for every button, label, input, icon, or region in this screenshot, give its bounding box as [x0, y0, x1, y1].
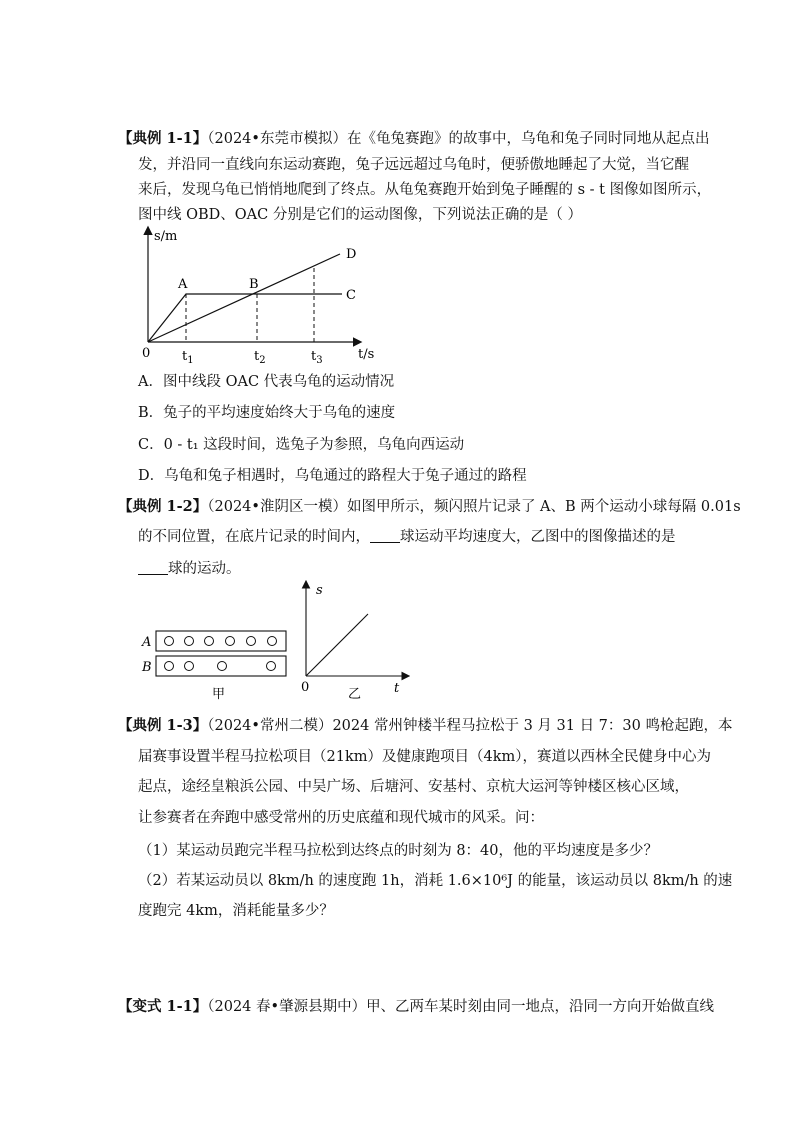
film-strip-a: [156, 631, 286, 651]
ball-a-pos: [165, 637, 174, 646]
point-c-label: C: [346, 288, 356, 303]
ex1-line3: 来后，发现乌龟已悄悄地爬到了终点。从龟兔赛跑开始到兔子睡醒的 s - t 图像如图所示，: [138, 182, 712, 198]
var1-line1: 【变式 1-1】（2024 春•肇源县期中）甲、乙两车某时刻由同一地点，沿同一方向开始做直线: [118, 998, 715, 1015]
ball-a-pos: [185, 637, 194, 646]
ex2-tag: 【典例 1-2】: [118, 498, 208, 515]
ex2-line3: 球的运动。: [138, 559, 241, 579]
ball-b-pos: [218, 662, 227, 671]
line-obd: [148, 254, 340, 342]
line-oac: [148, 294, 342, 342]
ylabel: s/m: [154, 229, 178, 244]
t3-label: $t_3$: [311, 349, 323, 366]
ex1-option-c: C．0 - t₁ 这段时间，选兔子为参照，乌龟向西运动: [138, 437, 465, 453]
ex3-question-1: （1）某运动员跑完半程马拉松到达终点的时刻为 8：40，他的平均速度是多少？: [138, 843, 659, 859]
s-axis-label: s: [316, 583, 323, 598]
ex1-tag: 【典例 1-1】: [118, 130, 208, 147]
ex1-option-b: B．兔子的平均速度始终大于乌龟的速度: [138, 405, 396, 421]
point-d-label: D: [346, 247, 357, 262]
yi-label: 乙: [348, 687, 362, 700]
origin-label-2: 0: [301, 680, 310, 695]
t2-label: $t_2$: [254, 349, 266, 366]
answer-blank-1[interactable]: [370, 528, 400, 543]
ball-b-label: B: [142, 660, 152, 675]
ex3-line1: 【典例 1-3】（2024•常州二模）2024 常州钟楼半程马拉松于 3 月 31 日 7：30 鸣枪起跑，本: [118, 717, 733, 734]
ex3-question-2: （2）若某运动员以 8km/h 的速度跑 1h，消耗 1.6×10⁶J 的能量，该运动员以 8km/h 的速: [138, 873, 733, 889]
t-axis-label: t: [394, 681, 400, 696]
ex2-line1: 【典例 1-2】（2024•淮阴区一模）如图甲所示，频闪照片记录了 A、B 两个运动小球每隔 0.01s: [118, 498, 741, 515]
ex3-line2: 届赛事设置半程马拉松项目（21km）及健康跑项目（4km），赛道以西林全民健身中心为: [138, 749, 711, 765]
ex3-tag: 【典例 1-3】: [118, 717, 208, 734]
ex1-line4: 图中线 OBD、OAC 分别是它们的运动图像，下列说法正确的是（ ）: [138, 207, 582, 223]
balls-b: [165, 662, 276, 671]
var1-tag: 【变式 1-1】: [118, 998, 208, 1015]
ex1-option-a: A．图中线段 OAC 代表乌龟的运动情况: [138, 374, 395, 390]
ball-a-pos: [226, 637, 235, 646]
ex3-line3: 起点，途经皇粮浜公园、中吴广场、后塘河、安基村、京杭大运河等钟楼区核心区域，: [138, 779, 689, 795]
strobe-photo-figure: [136, 580, 416, 700]
s-t-line: [306, 614, 368, 676]
ball-b-pos: [165, 662, 174, 671]
ex1-line1: 【典例 1-1】（2024•东莞市模拟）在《龟兔赛跑》的故事中，乌龟和兔子同时同地从起点出: [118, 130, 710, 147]
st-graph: [120, 222, 390, 370]
balls-a: [165, 637, 277, 646]
ball-a-label: A: [142, 635, 152, 650]
ball-a-pos: [268, 637, 277, 646]
answer-blank-2[interactable]: [138, 560, 168, 575]
point-a-label: A: [178, 277, 188, 292]
ball-a-pos: [205, 637, 214, 646]
ex1-line2: 发，并沿同一直线向东运动赛跑，兔子远远超过乌龟时，便骄傲地睡起了大觉，当它醒: [138, 157, 689, 173]
ex2-line2: 的不同位置，在底片记录的时间内， 球运动平均速度大，乙图中的图像描述的是: [138, 529, 676, 545]
xlabel: t/s: [358, 347, 375, 362]
origin-label: 0: [142, 346, 151, 361]
ex1-option-d: D．乌龟和兔子相遇时，乌龟通过的路程大于兔子通过的路程: [138, 468, 527, 484]
t1-label: $t_1$: [182, 349, 194, 366]
ex3-question-2-cont: 度跑完 4km，消耗能量多少？: [138, 903, 334, 919]
ex3-line4: 让参赛者在奔跑中感受常州的历史底蕴和现代城市的风采。问：: [138, 810, 544, 826]
ball-a-pos: [247, 637, 256, 646]
jia-label: 甲: [212, 687, 226, 700]
ball-b-pos: [267, 662, 276, 671]
ball-b-pos: [185, 662, 194, 671]
point-b-label: B: [249, 277, 259, 292]
